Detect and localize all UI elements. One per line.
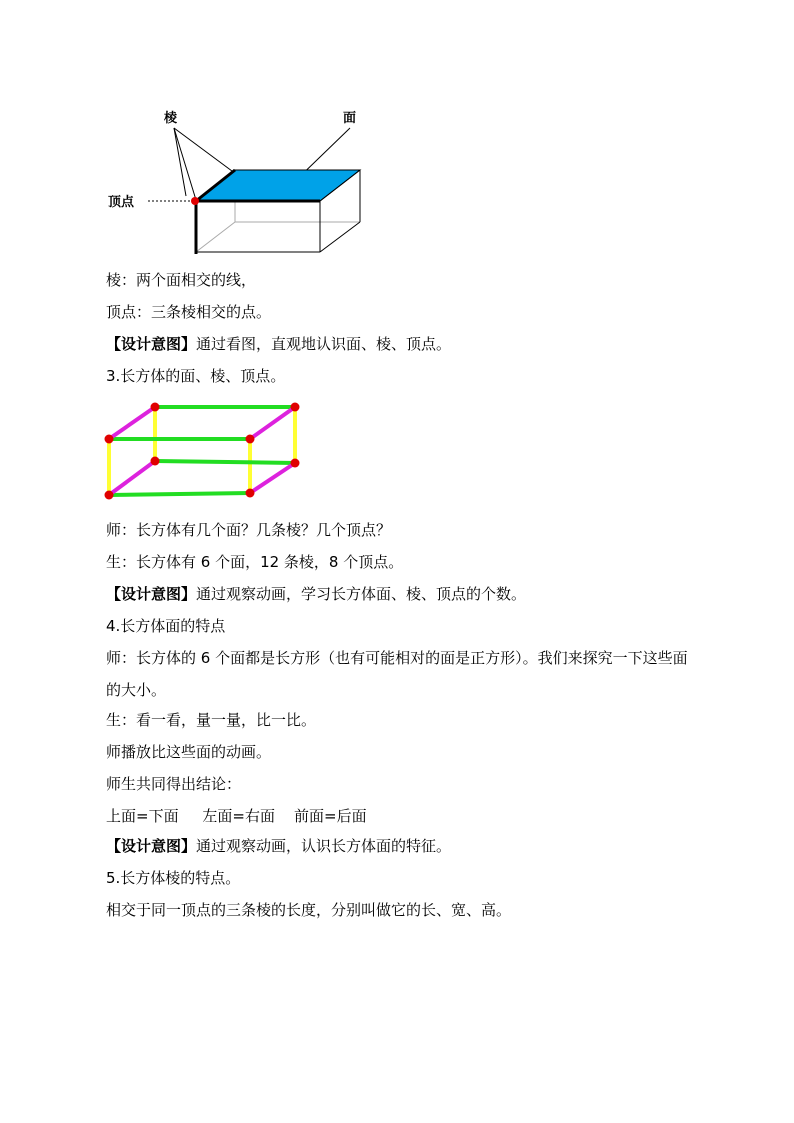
design-intent-3 bbox=[106, 836, 451, 856]
frame-edges bbox=[109, 407, 295, 495]
heading-5: 5.长方体棱的特点。 bbox=[106, 869, 241, 887]
cuboid-frame-figure bbox=[100, 400, 310, 505]
teacher-faces-text: 师：长方体的 6 个面都是长方形（也有可能相对的面是正方形）。我们来探究一下这些面的大小。 bbox=[106, 649, 688, 699]
intent-text: 通过看图，直观地认识面、棱、顶点。 bbox=[196, 335, 452, 353]
teacher-question: 师：长方体有几个面？几条棱？几个顶点？ bbox=[106, 521, 392, 539]
teacher-animation: 师播放比这些面的动画。 bbox=[106, 743, 272, 761]
vertex-dot bbox=[191, 197, 199, 205]
frame-vertices bbox=[105, 403, 300, 500]
intent-tag: 【设计意图】 bbox=[106, 585, 197, 603]
intent-text: 通过观察动画，学习长方体面、棱、顶点的个数。 bbox=[196, 585, 527, 603]
heading-4: 4.长方体面的特点 bbox=[106, 617, 226, 635]
intent-tag: 【设计意图】 bbox=[106, 335, 197, 353]
conclusion-intro: 师生共同得出结论： bbox=[106, 775, 242, 793]
label-edge: 棱 bbox=[164, 111, 178, 126]
student-reply: 生：看一看，量一量，比一比。 bbox=[106, 711, 317, 729]
cuboid-parts-figure bbox=[100, 100, 380, 260]
design-intent-1 bbox=[106, 334, 451, 354]
def-vertex: 顶点：三条棱相交的点。 bbox=[106, 303, 272, 321]
intent-text: 通过观察动画，认识长方体面的特征。 bbox=[196, 837, 452, 855]
teacher-faces bbox=[106, 642, 698, 706]
design-intent-2 bbox=[106, 584, 526, 604]
edge-dimensions: 相交于同一顶点的三条棱的长度，分别叫做它的长、宽、高。 bbox=[106, 901, 512, 919]
top-face bbox=[196, 170, 360, 201]
label-vertex: 顶点 bbox=[108, 195, 135, 210]
def-edge: 棱：两个面相交的线， bbox=[106, 271, 257, 289]
student-answer: 生：长方体有 6 个面，12 条棱，8 个顶点。 bbox=[106, 553, 404, 571]
heading-3: 3.长方体的面、棱、顶点。 bbox=[106, 367, 286, 385]
intent-tag: 【设计意图】 bbox=[106, 837, 197, 855]
label-face: 面 bbox=[343, 111, 357, 126]
conclusion: 上面=下面 左面=右面 前面=后面 bbox=[106, 807, 367, 825]
